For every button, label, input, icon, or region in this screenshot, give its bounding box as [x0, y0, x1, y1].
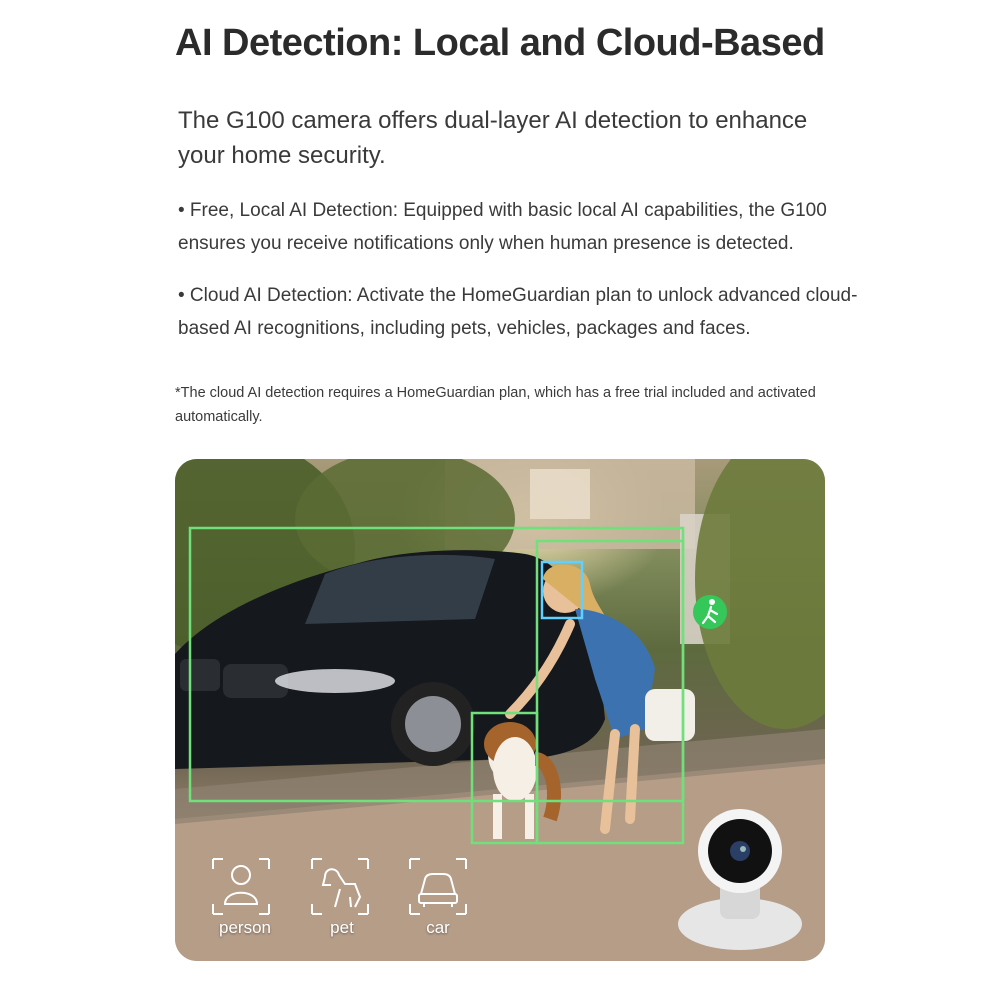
- scene-illustration: [175, 459, 825, 961]
- bullet-cloud-ai: • Cloud AI Detection: Activate the HomeGuardian plan to unlock advanced cloud-based AI recognitions, including pets, vehicles, packages and faces.: [178, 285, 858, 339]
- bullet-local-ai: • Free, Local AI Detection: Equipped with basic local AI capabilities, the G100 ensures you receive notifications only when human presence is detected.: [178, 200, 827, 254]
- intro-text: The G100 camera offers dual-layer AI detection to enhance your home security.: [178, 107, 808, 169]
- car-label: car: [426, 918, 450, 937]
- motion-badge-icon: [693, 595, 727, 629]
- footnote: *The cloud AI detection requires a HomeGuardian plan, which has a free trial included and activated automatically.: [175, 385, 816, 425]
- pet-label: pet: [330, 918, 354, 937]
- tree-right: [695, 459, 825, 729]
- detection-scene-image: [175, 459, 825, 961]
- page-title: AI Detection: Local and Cloud-Based: [175, 22, 825, 64]
- person-label: person: [219, 918, 271, 937]
